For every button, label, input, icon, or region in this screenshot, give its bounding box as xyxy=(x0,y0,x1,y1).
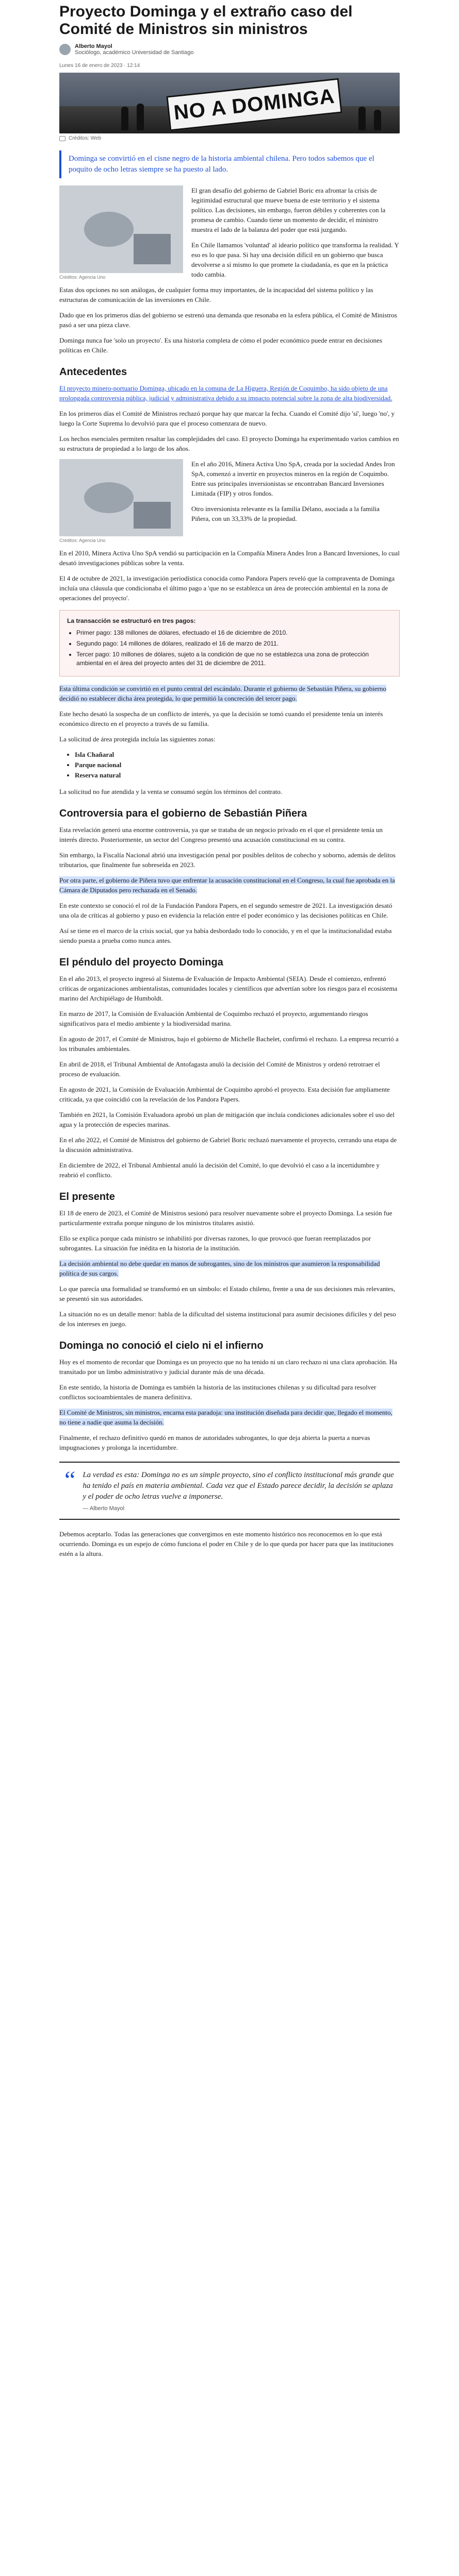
paragraph: El 4 de octubre de 2021, la investigación periodística conocida como Pandora Papers reveló que la compraventa de Dominga incluía una cláusula que condicionaba el último pago a 'que no se establezca un área de protección ambiental en la zona de operaciones del proyecto'. xyxy=(59,574,395,602)
section-heading-cielo: Dominga no conoció el cielo ni el infierno xyxy=(59,1340,264,1351)
paragraph: Hoy es el momento de recordar que Dominga es un proyecto que no ha tenido ni un claro rechazo ni una clara aprobación. Ha transitado por un limbo administrativo y judicial durante más de una década. xyxy=(59,1358,397,1376)
payment-item: • Primer pago: 138 millones de dólares, efectuado el 16 de diciembre de 2010. xyxy=(76,629,392,637)
paragraph: Los hechos esenciales permiten resaltar las complejidades del caso. El proyecto Dominga ha experimentado varios cambios en su estructura de propiedad a lo largo de los años. xyxy=(59,435,399,452)
inline-figure xyxy=(59,185,183,280)
paragraph: En agosto de 2021, la Comisión de Evaluación Ambiental de Coquimbo aprobó el proyecto. Esta decisión fue ampliamente criticada, ya que coincidió con la revelación de los Pandora Papers. xyxy=(59,1086,390,1103)
avatar[interactable] xyxy=(59,44,71,55)
paragraph xyxy=(59,1259,400,1278)
paragraph: Otro inversionista relevante es la familia Délano, asociada a la familia Piñera, con un 33,33% de la propiedad. xyxy=(191,505,380,522)
paragraph: Sin embargo, la Fiscalía Nacional abrió una investigación penal por posibles delitos de cohecho y soborno, además de delitos tributarios, que finalmente fue sobreseída en 2023. xyxy=(59,851,396,869)
highlighted-text: El Comité de Ministros, sin ministros, encarna esta paradoja: una institución diseñada para decidir que, llegado el momento, no tiene a nadie que asuma la decisión. xyxy=(59,1409,392,1426)
paragraph: En el año 2013, el proyecto ingresó al Sistema de Evaluación de Impacto Ambiental (SEIA). Desde el comienzo, enfrentó críticas de organizaciones ambientalistas, comunidades locales y científicos que advertían sobre los riesgos para el ecosistema marino del Archipiélago de Humboldt. xyxy=(59,975,398,1002)
highlighted-text: La decisión ambiental no debe quedar en manos de subrogantes, sino de los ministros que asumieron la responsabilidad política de sus cargos. xyxy=(59,1260,380,1277)
paragraph: Esta revelación generó una enorme controversia, ya que se trataba de un negocio privado en el que el presidente tenía un interés directo. Posteriormente, un sector del Congreso presentó una acusación constitucional en su contra. xyxy=(59,826,383,843)
hero-image xyxy=(59,73,400,133)
article-container xyxy=(59,3,400,1558)
paragraph: En el año 2016, Minera Activa Uno SpA, creada por la sociedad Andes Iron SpA, comenzó a invertir en proyectos mineros en la región de Coquimbo. Entre sus principales inversionistas se encontraban Bancard Inversiones Limitada (FIP) y otros fondos. xyxy=(191,460,395,497)
paragraph: Debemos aceptarlo. Todas las generaciones que convergimos en este momento histórico nos reconocemos en lo que está ocurriendo. Dominga es un espejo de cómo funciona el poder en Chile y de lo que queda por hacer para que las instituciones estén a la altura. xyxy=(59,1530,394,1557)
zone-item: • Isla Chañaral xyxy=(75,750,400,760)
paragraph: En el 2010, Minera Activa Uno SpA vendió su participación en la Compañía Minera Andes Iron a Bancard Inversiones, lo cual desató investigaciones públicas sobre la venta. xyxy=(59,549,400,567)
highlighted-text: Esta última condición se convirtió en el punto central del escándalo. Durante el gobierno de Sebastián Piñera, su gobierno decidió no establecer dicha área protegida, lo que permitió la concreción del tercer pago. xyxy=(59,685,386,702)
paragraph xyxy=(59,1408,400,1427)
paragraph: El gran desafío del gobierno de Gabriel Boric era afrontar la crisis de legitimidad estructural que mueve buena de este territorio y el sistema político. Las decisiones, sin embargo, fueron débiles y coherentes con la promesa de cambio. Cuando tiene un momento de decidir, el ministro muestra el lado de la balanza del poder que está juzgando. xyxy=(191,187,386,233)
hero-caption xyxy=(59,135,400,141)
paragraph: Finalmente, el rechazo definitivo quedó en manos de autoridades subrogantes, lo que deja abierta la puerta a nuevas impugnaciones y prolonga la incertidumbre. xyxy=(59,1434,370,1451)
section-heading-antecedentes: Antecedentes xyxy=(59,366,127,378)
payment-box-title: La transacción se estructuró en tres pagos: xyxy=(67,617,196,624)
paragraph: Lo que parecía una formalidad se transformó en un símbolo: el Estado chileno, frente a una de sus decisiones más relevantes, se presentó sin sus autoridades. xyxy=(59,1285,396,1302)
paragraph xyxy=(59,875,400,895)
paragraph: La solicitud de área protegida incluía las siguientes zonas: xyxy=(59,735,216,743)
camera-icon xyxy=(59,136,65,141)
paragraph: En este contexto se conoció el rol de la Fundación Pandora Papers, en el segundo semestre de 2021. La investigación desató una ola de críticas al gobierno y puso en evidencia la relación entre el poder económico y las decisiones políticas en Chile. xyxy=(59,902,392,919)
author-block xyxy=(59,43,400,56)
paragraph xyxy=(59,684,400,703)
paragraph: En este sentido, la historia de Dominga es también la historia de las instituciones chilenas y su dificultad para resolver conflictos socioambientales de manera definitiva. xyxy=(59,1383,376,1401)
zone-item: • Parque nacional xyxy=(75,760,400,770)
zones-list xyxy=(59,750,400,781)
hero-caption-text: Créditos: Web xyxy=(69,135,102,141)
inline-figure xyxy=(59,459,183,543)
pull-quote-attribution: — Alberto Mayol xyxy=(83,1505,125,1512)
article-lead: Dominga se convirtió en el cisne negro de la historia ambiental chilena. Pero todos sabemos que el poquito de ocho letras siempre se ha puesto al lado. xyxy=(59,150,400,178)
paragraph: En los primeros días el Comité de Ministros rechazó porque hay que marcar la fecha. Cuando el Comité dijo 'sí', luego 'no', y luego la Corte Suprema lo devolvió para que el proceso comenzara de nuevo. xyxy=(59,410,395,427)
paragraph: Estas dos opciones no son análogas, de cualquier forma muy importantes, de la incapacidad del sistema político y las estructuras de comunicación de las inversiones en Chile. xyxy=(59,286,373,303)
paragraph: Este hecho desató la sospecha de un conflicto de interés, ya que la decisión se tomó cuando el presidente tenía un interés económico directo en el proyecto a través de su familia. xyxy=(59,710,383,727)
pull-quote-text: La verdad es esta: Dominga no es un simple proyecto, sino el conflicto institucional más grande que ha tenido el país en materia ambiental. Cada vez que el Estado parece decidir, la decisión se aplaza y el poder de ocho letras vuelve a imponerse. xyxy=(83,1471,394,1501)
paragraph: También en 2021, la Comisión Evaluadora aprobó un plan de mitigación que incluía condiciones adicionales sobre el uso del agua y la protección de especies marinas. xyxy=(59,1111,395,1128)
paragraph: En agosto de 2017, el Comité de Ministros, bajo el gobierno de Michelle Bachelet, confirmó el rechazo. La empresa recurrió a los tribunales ambientales. xyxy=(59,1035,399,1053)
quote-mark-icon: “ xyxy=(64,1466,76,1494)
section-heading-controversia: Controversia para el gobierno de Sebastián Piñera xyxy=(59,808,307,819)
paragraph: La situación no es un detalle menor: habla de la dificultad del sistema institucional para asumir decisiones difíciles y del peso de los intereses en juego. xyxy=(59,1310,396,1328)
paragraph: La solicitud no fue atendida y la venta se consumó según los términos del contrato. xyxy=(59,788,283,795)
zone-item: • Reserva natural xyxy=(75,770,400,781)
paragraph: Dado que en los primeros días del gobierno se estrenó una demanda que resonaba en la esfera pública, el Comité de Ministros pasó a ser una pieza clave. xyxy=(59,311,397,329)
paragraph: Así se tiene en el marco de la crisis social, que ya había desbordado todo lo conocido, y en el que la institucionalidad estaba siendo puesta a prueba como nunca antes. xyxy=(59,927,392,944)
paragraph: En diciembre de 2022, el Tribunal Ambiental anuló la decisión del Comité, lo que devolvió el caso a la incertidumbre y reabrió el conflicto. xyxy=(59,1161,380,1179)
inline-link[interactable]: El proyecto minero-portuario Dominga, ubicado en la comuna de La Higuera, Región de Coquimbo, ha sido objeto de una prolongada controversia pública, judicial y administrativa debido a su impacto potencial sobre la zona de alta biodiversidad. xyxy=(59,384,392,402)
paragraph: En abril de 2018, el Tribunal Ambiental de Antofagasta anuló la decisión del Comité de Ministros y ordenó retrotraer el proceso de evaluación. xyxy=(59,1060,380,1078)
figure-caption: Créditos: Agencia Uno xyxy=(59,538,106,543)
paragraph: Ello se explica porque cada ministro se inhabilitó por diversas razones, lo que provocó que fueran reemplazados por subrogantes. La situación fue inédita en la historia de la institución. xyxy=(59,1234,371,1252)
paragraph: En Chile llamamos 'voluntad' al ideario político que transforma la realidad. Y eso es lo que pasa. Si hay una decisión difícil en un gobierno que busca devolverse a sí mismo lo que promete la ciudadanía, es que en la práctica todo cambia. xyxy=(191,241,399,278)
figure-caption: Créditos: Agencia Uno xyxy=(59,275,106,280)
section-heading-pendulo: El péndulo del proyecto Dominga xyxy=(59,957,223,968)
paragraph: Dominga nunca fue 'solo un proyecto'. Es una historia completa de cómo el poder económico puede entrar en decisiones políticas en Chile. xyxy=(59,336,382,354)
author-role: Sociólogo, académico Universidad de Santiago xyxy=(75,49,194,56)
paragraph: El 18 de enero de 2023, el Comité de Ministros sesionó para resolver nuevamente sobre el proyecto Dominga. La sesión fue particularmente extraña porque ninguno de los ministros titulares asistió. xyxy=(59,1209,392,1227)
payment-item: • Segundo pago: 14 millones de dólares, realizado el 16 de marzo de 2011. xyxy=(76,639,392,648)
publish-date: Lunes 16 de enero de 2023 · 12:14 xyxy=(59,63,140,69)
pull-quote xyxy=(59,1462,400,1520)
paragraph: En marzo de 2017, la Comisión de Evaluación Ambiental de Coquimbo rechazó el proyecto, argumentando riesgos significativos para el medio ambiente y la biodiversidad marina. xyxy=(59,1010,368,1027)
section-heading-presente: El presente xyxy=(59,1191,115,1202)
payment-box xyxy=(59,610,400,676)
highlighted-text: Por otra parte, el gobierno de Piñera tuvo que enfrentar la acusación constitucional en el Congreso, la cual fue aprobada en la Cámara de Diputados pero rechazada en el Senado. xyxy=(59,876,395,894)
paragraph: En el año 2022, el Comité de Ministros del gobierno de Gabriel Boric rechazó nuevamente el proyecto, cerrando una etapa de la discusión administrativa. xyxy=(59,1136,397,1154)
author-name[interactable]: Alberto Mayol xyxy=(75,43,112,49)
payment-item: • Tercer pago: 10 millones de dólares, sujeto a la condición de que no se establezca una zona de protección ambiental en el área del proyecto antes del 31 de diciembre de 2011. xyxy=(76,650,392,668)
protest-sign-text: NO A DOMINGA xyxy=(172,84,336,124)
article-title: Proyecto Dominga y el extraño caso del Comité de Ministros sin ministros xyxy=(59,3,353,38)
paragraph xyxy=(59,383,400,403)
